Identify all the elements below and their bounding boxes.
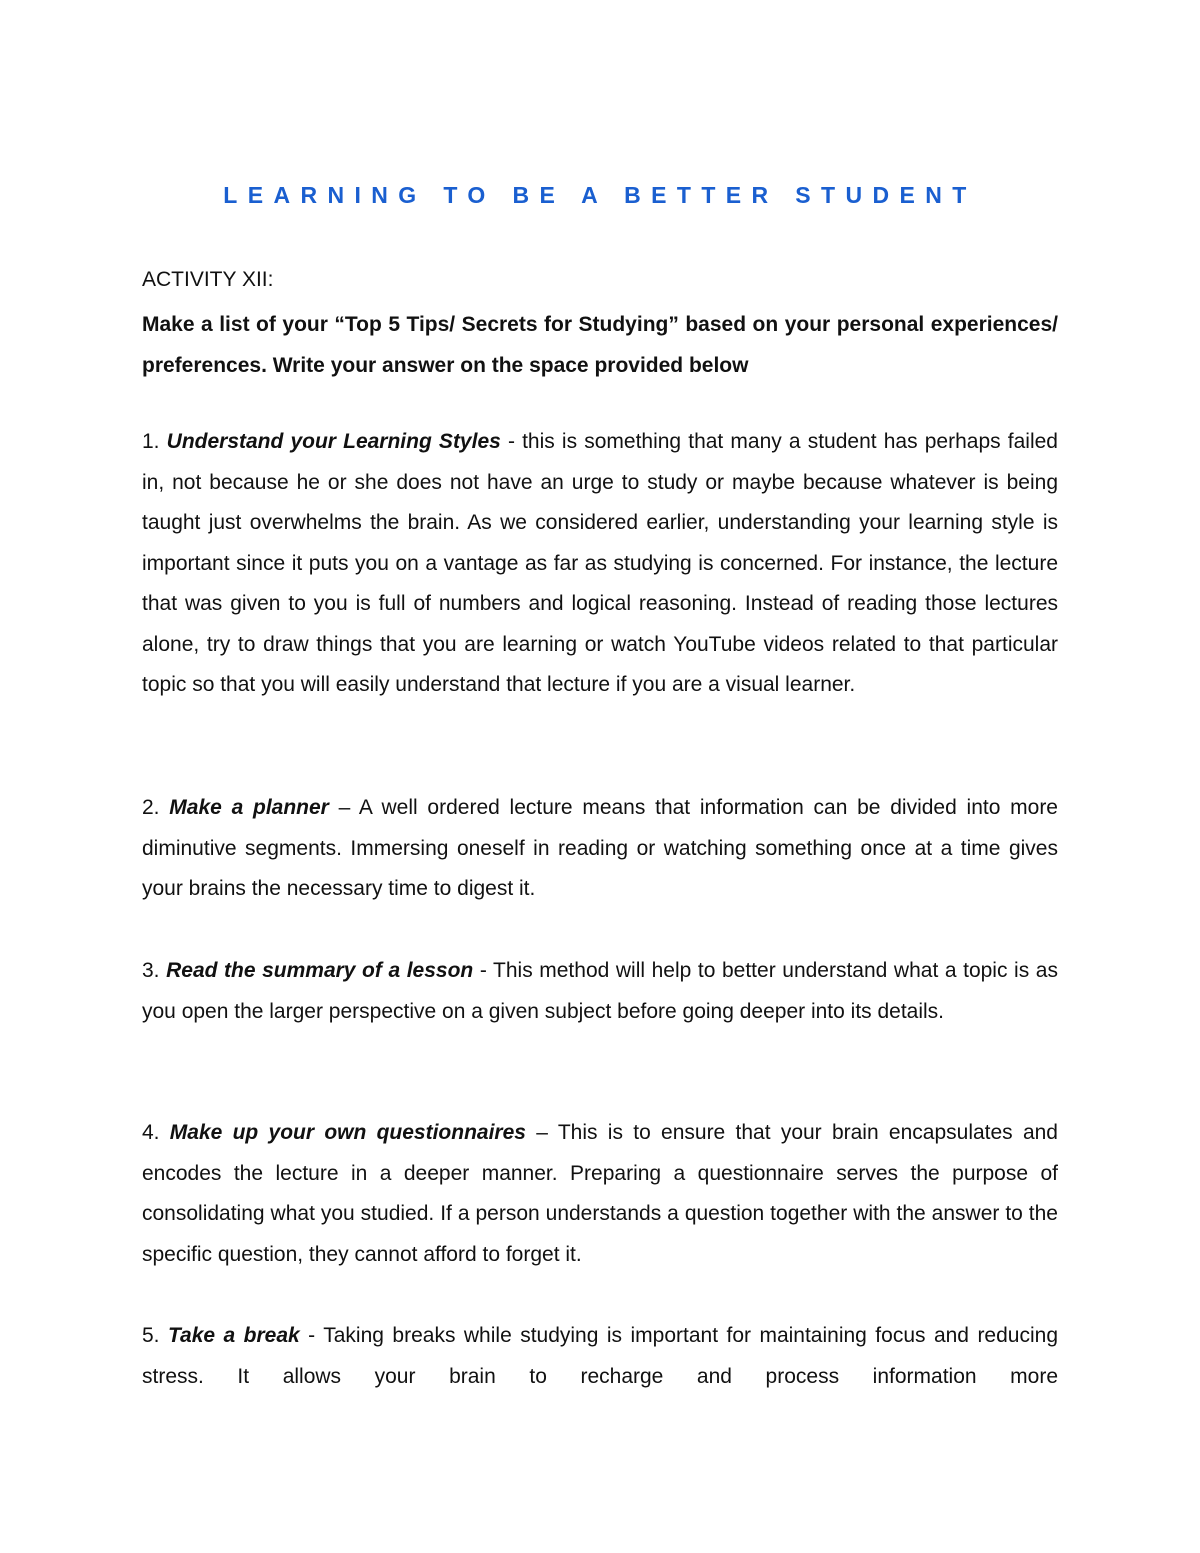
tip-heading: Make up your own questionnaires bbox=[169, 1121, 526, 1144]
tip-item bbox=[142, 422, 1058, 706]
tip-separator: - bbox=[308, 1324, 316, 1347]
tip-heading: Take a break bbox=[167, 1324, 300, 1347]
document-page bbox=[142, 0, 1058, 1553]
tip-item bbox=[142, 1316, 1058, 1397]
tip-body: this is something that many a student has perhaps failed in, not because he or she does not have an urge to study or maybe because whatever is being taught just overwhelms the brain. As we considered earlier, understanding your learning style is important since it puts you on a vantage as far as studying is concerned. For instance, the lecture that was given to you is full of numbers and logical reasoning. Instead of reading those lectures alone, try to draw things that you are learning or watch YouTube videos related to that particular topic so that you will easily understand that lecture if you are a visual learner. bbox=[142, 430, 1058, 696]
document-title: LEARNING TO BE A BETTER STUDENT bbox=[223, 182, 977, 208]
tip-separator: - bbox=[479, 959, 487, 982]
tip-heading: Understand your Learning Styles bbox=[166, 430, 501, 453]
tip-body: Taking breaks while studying is important for maintaining focus and reducing stress. It allows your brain to recharge and process information more bbox=[142, 1324, 1058, 1388]
tip-body: This method will help to better understand what a topic is as you open the larger perspective on a given subject before going deeper into its details. bbox=[142, 959, 1058, 1023]
tip-heading: Read the summary of a lesson bbox=[166, 959, 474, 982]
tip-separator: - bbox=[507, 430, 515, 453]
tip-number: 4. bbox=[142, 1121, 160, 1144]
tip-item bbox=[142, 951, 1058, 1032]
tip-heading: Make a planner bbox=[169, 796, 329, 819]
tip-number: 5. bbox=[142, 1324, 160, 1347]
tip-item bbox=[142, 788, 1058, 910]
tip-separator: – bbox=[338, 796, 351, 819]
tip-number: 3. bbox=[142, 959, 160, 982]
tip-item bbox=[142, 1113, 1058, 1275]
tip-body: A well ordered lecture means that information can be divided into more diminutive segments. Immersing oneself in reading or watching something once at a time gives your brains the necessary time to digest it. bbox=[142, 796, 1058, 900]
tip-body: This is to ensure that your brain encapsulates and encodes the lecture in a deeper manner. Preparing a questionnaire serves the purpose of consolidating what you studied. If a person understands a question together with the answer to the specific question, they cannot afford to forget it. bbox=[142, 1121, 1058, 1266]
activity-label: ACTIVITY XII: bbox=[142, 268, 274, 291]
tip-number: 1. bbox=[142, 430, 160, 453]
tip-separator: – bbox=[536, 1121, 548, 1144]
tip-number: 2. bbox=[142, 796, 160, 819]
activity-instructions: Make a list of your “Top 5 Tips/ Secrets for Studying” based on your personal experiences/ preferences. Write your answer on the space provided below bbox=[142, 313, 1058, 377]
